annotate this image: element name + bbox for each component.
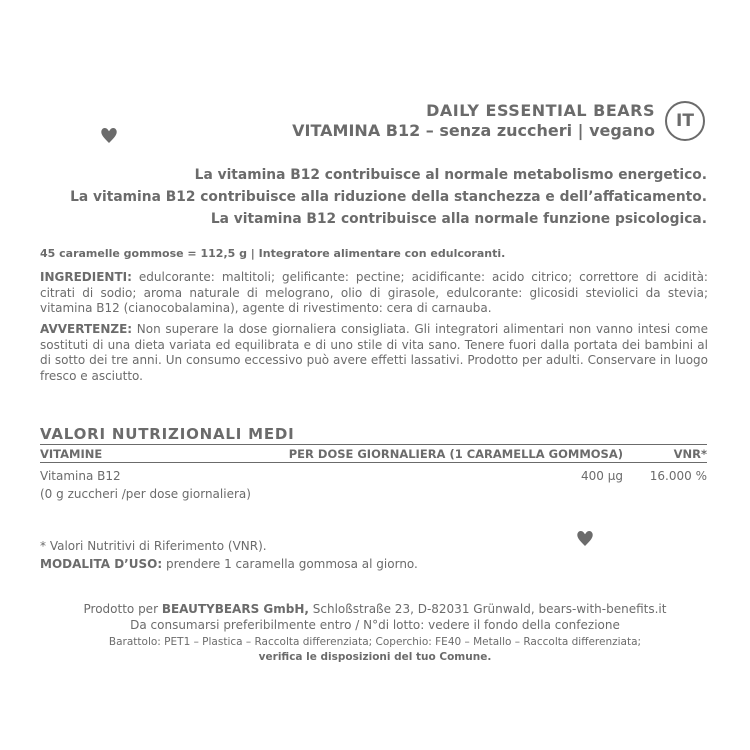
- vnr-footnote: * Valori Nutritivi di Riferimento (VNR).: [40, 539, 267, 553]
- ingredients-text: edulcorante: maltitoli; gelificante: pectine; acidificante: acido citrico; correttore di acidità: citrati di sodio; aroma naturale di melograno, olio di girasole, edulcorante: glicosidi steviolici da stevia; vitamina B12 (cianocobalamina), agente di rivestimento: cera di carnauba.: [40, 270, 708, 315]
- producer-prefix: Prodotto per: [83, 602, 162, 616]
- column-header-vitamins: VITAMINE: [40, 447, 103, 461]
- claim-line: La vitamina B12 contribuisce alla normale funzione psicologica.: [210, 211, 707, 227]
- column-header-per-dose: PER DOSE GIORNALIERA (1 CARAMELLA GOMMOSA): [288, 447, 623, 461]
- municipality-line: verifica le disposizioni del tuo Comune.: [258, 651, 492, 663]
- nutrition-title: VALORI NUTRIZIONALI MEDI: [40, 425, 295, 443]
- claim-line: La vitamina B12 contribuisce al normale metabolismo energetico.: [194, 167, 707, 183]
- table-top-rule: [40, 444, 707, 445]
- warnings-text: Non superare la dose giornaliera consigliata. Gli integratori alimentari non vanno intesi come sostituti di una dieta variata ed equilibrata e di uno stile di vita sano. Tenere fuori dalla portata dei bambini al di sotto dei tre anni. Un consumo eccessivo può avere effetti lassativi. Prodotto per adulti. Conservare in luogo fresco e asciutto.: [40, 322, 708, 383]
- product-line: VITAMINA B12 – senza zuccheri | vegano: [292, 121, 655, 140]
- packaging-line: Barattolo: PET1 – Plastica – Raccolta differenziata; Coperchio: FE40 – Metallo – Raccolta differenziata;: [108, 636, 642, 648]
- heart-icon: [575, 528, 595, 548]
- usage-text: prendere 1 caramella gommosa al giorno.: [165, 557, 418, 571]
- producer-line: [0, 602, 750, 616]
- country-badge: [665, 101, 705, 141]
- ingredients-block: [40, 270, 708, 317]
- table-header-rule: [40, 462, 707, 463]
- table-row-name: Vitamina B12: [40, 469, 121, 483]
- health-claims: [70, 164, 707, 230]
- ingredients-label: INGREDIENTI:: [40, 270, 132, 284]
- best-before-line: Da consumarsi preferibilmente entro / N°di lotto: vedere il fondo della confezione: [130, 618, 620, 632]
- table-row-vnr: 16.000 %: [649, 469, 707, 483]
- heart-icon: [99, 125, 119, 145]
- warnings-block: [40, 322, 708, 384]
- country-code: IT: [676, 111, 694, 131]
- usage-instructions: [40, 557, 418, 571]
- serving-info: 45 caramelle gommose = 112,5 g | Integratore alimentare con edulcoranti.: [40, 247, 506, 260]
- producer-name: BEAUTYBEARS GmbH,: [161, 602, 309, 616]
- usage-label: MODALITA D’USO:: [40, 557, 163, 571]
- brand-line: DAILY ESSENTIAL BEARS: [426, 101, 655, 120]
- producer-address: Schloßstraße 23, D-82031 Grünwald, bears-with-benefits.it: [308, 602, 667, 616]
- sugar-note: (0 g zuccheri /per dose giornaliera): [40, 487, 251, 501]
- column-header-vnr: VNR*: [673, 447, 707, 461]
- product-header: [292, 101, 655, 141]
- claim-line: La vitamina B12 contribuisce alla riduzione della stanchezza e dell’affaticamento.: [70, 189, 707, 205]
- warnings-label: AVVERTENZE:: [40, 322, 133, 336]
- table-row-amount: 400 µg: [581, 469, 623, 483]
